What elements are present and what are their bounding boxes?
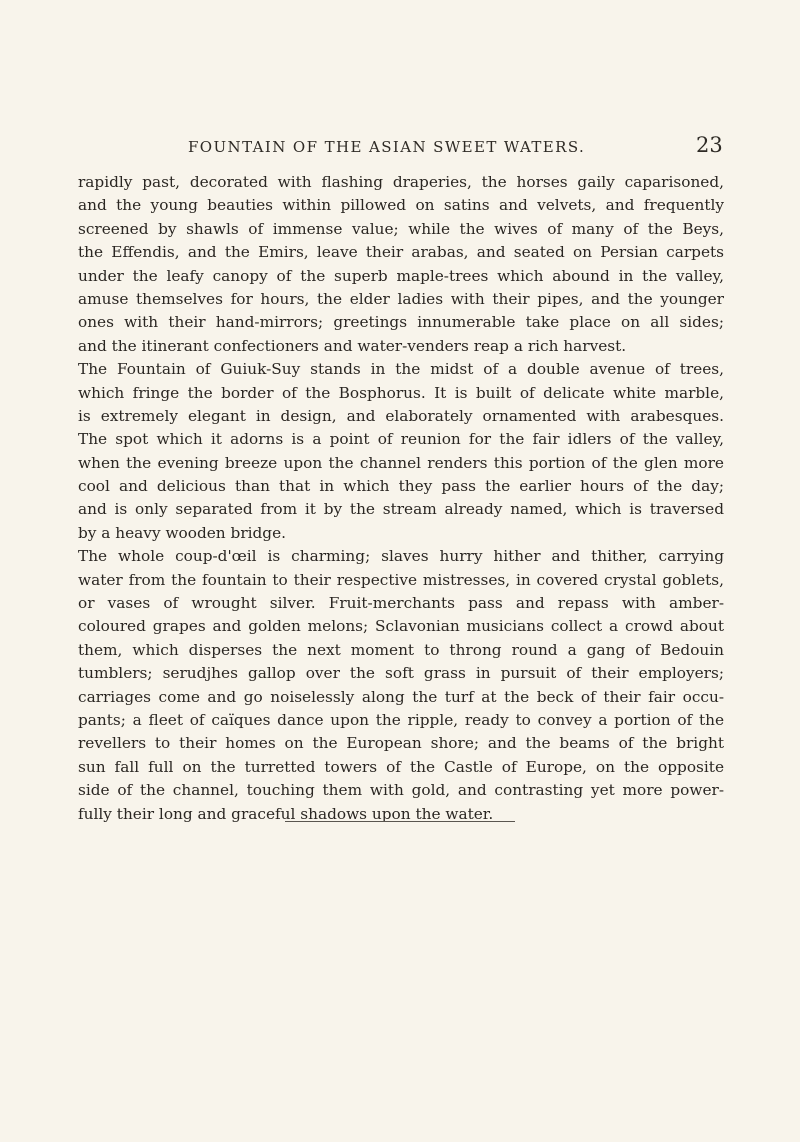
text-line: the Effendis, and the Emirs, leave their arabas, and seated on Persian carpets xyxy=(78,243,724,262)
text-line: pants; a fleet of caïques dance upon the ripple, ready to convey a portion of the xyxy=(78,710,724,729)
text-line: carriages come and go noiselessly along the turf at the beck of their fair occu- xyxy=(78,687,724,706)
text-line: amuse themselves for hours, the elder ladies with their pipes, and the younger xyxy=(78,289,724,308)
text-line: The spot which it adorns is a point of reunion for the fair idlers of the valley, xyxy=(78,430,724,449)
text-line: them, which disperses the next moment to throng round a gang of Bedouin xyxy=(78,640,724,659)
body-text xyxy=(78,171,724,826)
text-line: coloured grapes and golden melons; Sclavonian musicians collect a crowd about xyxy=(78,617,724,636)
text-line: The whole coup-d'œil is charming; slaves hurry hither and thither, carrying xyxy=(78,547,724,566)
text-line: when the evening breeze upon the channel renders this portion of the glen more xyxy=(78,453,724,472)
text-line: or vases of wrought silver. Fruit-merchants pass and repass with amber- xyxy=(78,594,724,613)
running-head: FOUNTAIN OF THE ASIAN SWEET WATERS. xyxy=(188,138,586,156)
text-line: rapidly past, decorated with flashing draperies, the horses gaily caparisoned, xyxy=(78,173,724,191)
text-line: sun fall full on the turretted towers of the Castle of Europe, on the opposite xyxy=(78,757,724,776)
text-line: and the itinerant confectioners and water-venders reap a rich harvest. xyxy=(78,336,627,355)
text-line: side of the channel, touching them with gold, and contrasting yet more power- xyxy=(78,781,724,800)
text-line: which fringe the border of the Bosphorus. It is built of delicate white marble, xyxy=(78,383,724,402)
text-line: is extremely elegant in design, and elaborately ornamented with arabesques. xyxy=(78,406,724,425)
text-line: cool and delicious than that in which they pass the earlier hours of the day; xyxy=(78,477,724,496)
page-number: 23 xyxy=(696,133,723,157)
text-line: by a heavy wooden bridge. xyxy=(78,523,287,542)
text-line: screened by shawls of immense value; while the wives of many of the Beys, xyxy=(78,219,724,238)
text-line: ones with their hand-mirrors; greetings innumerable take place on all sides; xyxy=(78,313,724,332)
text-line: revellers to their homes on the European shore; and the beams of the bright xyxy=(78,734,724,753)
text-line: The Fountain of Guiuk-Suy stands in the midst of a double avenue of trees, xyxy=(78,360,724,379)
text-line: water from the fountain to their respective mistresses, in covered crystal goblets, xyxy=(78,570,724,589)
text-line: and is only separated from it by the stream already named, which is traversed xyxy=(78,500,724,519)
section-divider xyxy=(285,821,515,822)
text-line: and the young beauties within pillowed on satins and velvets, and frequently xyxy=(78,196,724,215)
text-line: fully their long and graceful shadows upon the water. xyxy=(78,804,494,823)
text-line: under the leafy canopy of the superb maple-trees which abound in the valley, xyxy=(78,266,724,285)
text-line: tumblers; serudjhes gallop over the soft grass in pursuit of their employers; xyxy=(78,664,724,683)
